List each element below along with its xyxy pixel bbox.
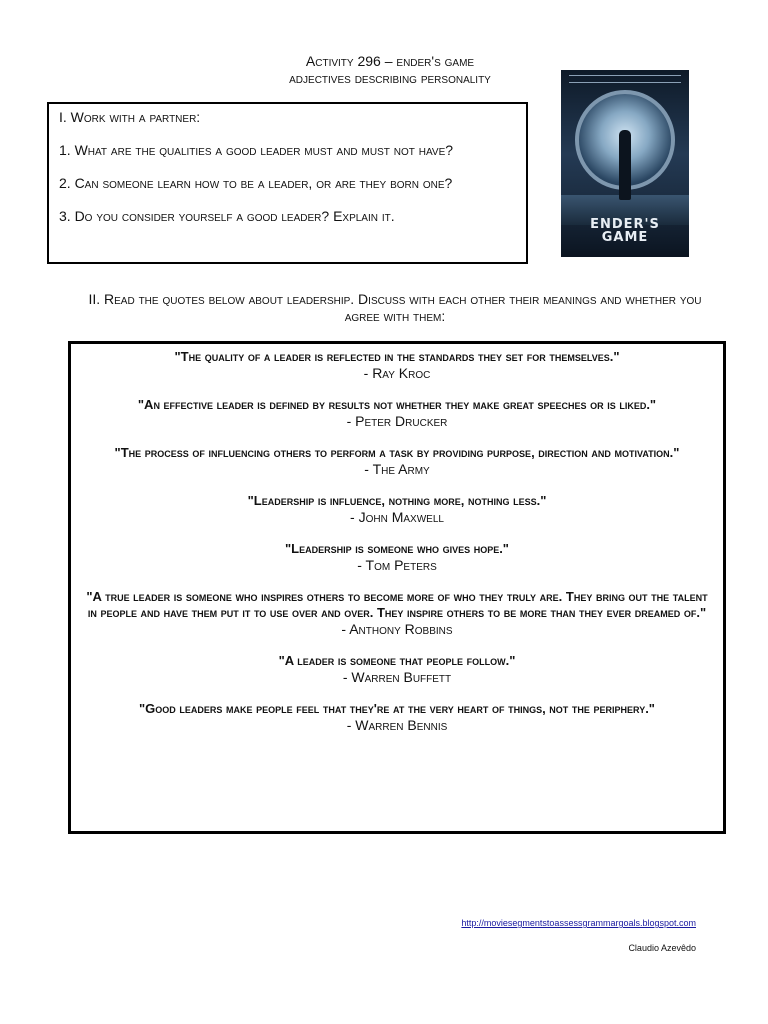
quote-text: "An effective leader is defined by results not whether they make great speeches or is liked." (137, 397, 657, 412)
quote-text: "The quality of a leader is reflected in the standards they set for themselves." (174, 349, 620, 364)
poster-figure (619, 130, 631, 200)
quote-author: - Peter Drucker (346, 413, 448, 429)
movie-poster-image (561, 70, 689, 257)
quote-item (81, 349, 713, 382)
poster-title-line1: ENDER'S (590, 217, 660, 232)
quote-text: "The process of influencing others to perform a task by providing purpose, direction and motivation." (114, 445, 680, 460)
quote-text: "A leader is someone that people follow." (278, 653, 516, 668)
title-block (250, 52, 530, 87)
quote-author: - The Army (364, 461, 430, 477)
poster-tagline-bar (569, 75, 681, 83)
section2-instruction: II. Read the quotes below about leadership. Discuss with each other their meanings and whether you agree with them: (88, 291, 702, 324)
question-2: 2. Can someone learn how to be a leader, or are they born one? (59, 175, 453, 191)
quote-item (81, 541, 713, 574)
question-3: 3. Do you consider yourself a good leader? Explain it. (59, 208, 395, 224)
quote-author: - Warren Buffett (342, 669, 452, 685)
page-title: Activity 296 – ender's game (305, 53, 475, 69)
quote-author: - Ray Kroc (363, 365, 431, 381)
quote-text: "A true leader is someone who inspires others to become more of who they truly are. They bring out the talent in people and have them put it to use over and over. They inspire others to be more than they ever dreamed of." (86, 589, 708, 620)
poster-title (561, 218, 689, 244)
quote-item (81, 589, 713, 638)
quote-item (81, 653, 713, 686)
question-1: 1. What are the qualities a good leader must and must not have? (59, 142, 454, 158)
quote-item (81, 701, 713, 734)
quote-author: - John Maxwell (350, 509, 444, 525)
quote-text: "Leadership is someone who gives hope." (285, 541, 509, 556)
quote-text: "Good leaders make people feel that they're at the very heart of things, not the periphery." (139, 701, 655, 716)
quotes-box (68, 341, 726, 834)
quote-item (81, 445, 713, 478)
page-subtitle: adjectives describing personality (289, 70, 491, 86)
quote-author: - Warren Bennis (346, 717, 448, 733)
poster-title-line2: GAME (601, 230, 649, 245)
quote-item (81, 397, 713, 430)
partner-questions-box (47, 102, 528, 264)
blog-link[interactable]: http://moviesegmentstoassessgrammargoals.blogspot.com (461, 918, 696, 928)
quote-author: - Tom Peters (357, 557, 437, 573)
quote-text: "Leadership is influence, nothing more, nothing less." (247, 493, 547, 508)
author-credit: Claudio Azevêdo (628, 943, 696, 953)
quote-author: - Anthony Robbins (341, 621, 453, 637)
section1-heading: I. Work with a partner: (59, 109, 201, 125)
quote-item (81, 493, 713, 526)
